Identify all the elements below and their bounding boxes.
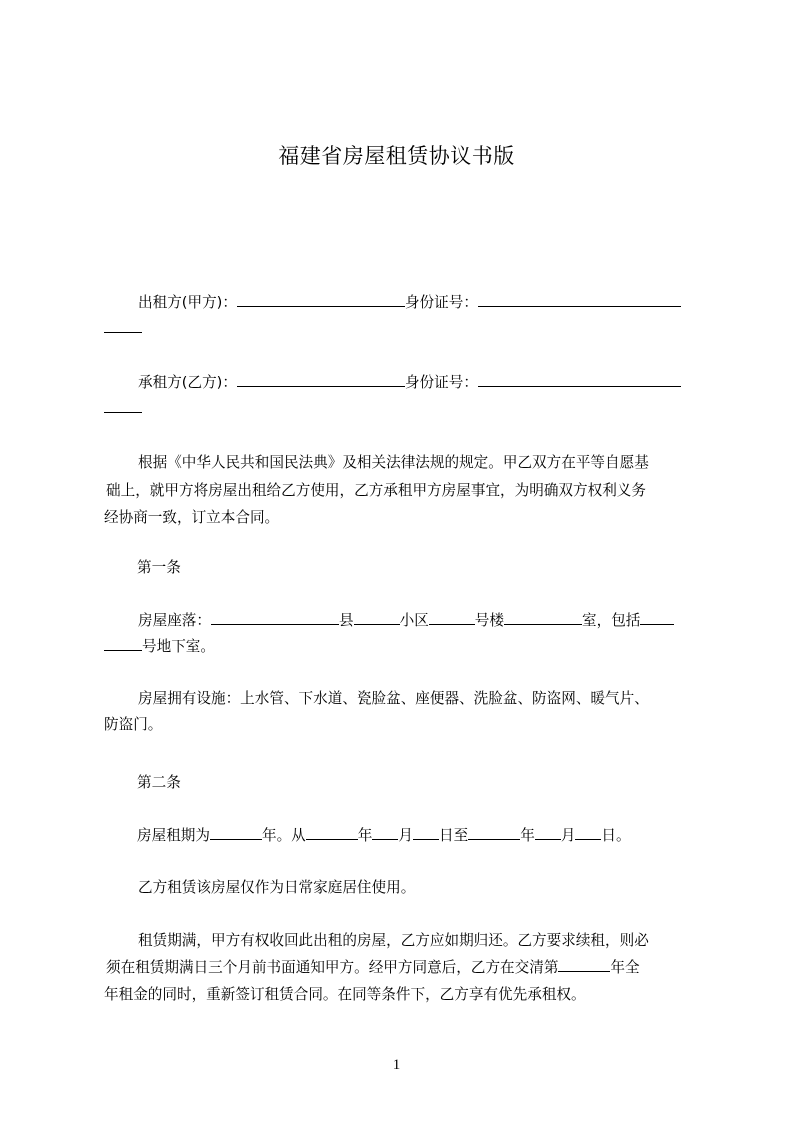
facilities-line-1: 房屋拥有设施：上水管、下水道、瓷脸盆、座便器、洗脸盆、防盗网、暖气片、 <box>138 690 649 707</box>
renewal-line-2b: 年全 <box>610 959 640 976</box>
facilities-line-2: 防盗门。 <box>104 716 163 733</box>
lessor-row <box>104 290 704 316</box>
building-blank[interactable] <box>504 609 582 625</box>
renewal-line-2-row <box>106 955 706 981</box>
lessee-name-blank[interactable] <box>237 371 405 387</box>
lessor-id-label: 身份证号： <box>404 294 478 311</box>
start-year-blank[interactable] <box>306 824 358 840</box>
building-label: 号楼 <box>474 612 504 629</box>
location-street-blank[interactable] <box>211 609 339 625</box>
end-month-blank[interactable] <box>535 824 561 840</box>
preamble-paragraph <box>104 450 704 476</box>
facilities-line-2-row <box>104 712 704 738</box>
lessee-id-label: 身份证号： <box>404 374 478 391</box>
basement-blank[interactable] <box>104 635 142 651</box>
lessee-id-blank-continued[interactable] <box>104 397 142 413</box>
preamble-line-3: 经协商一致，订立本合同。 <box>104 509 280 526</box>
start-year-label: 年 <box>357 827 373 844</box>
usage-text: 乙方租赁该房屋仅作为日常家庭居住使用。 <box>138 879 416 896</box>
term-years-blank[interactable] <box>210 824 262 840</box>
renewal-line-2a: 须在租赁期满日三个月前书面通知甲方。经甲方同意后，乙方在交清第 <box>106 959 559 976</box>
end-day-label: 日。 <box>601 827 631 844</box>
preamble-line-3-row <box>104 505 704 531</box>
renewal-year-blank[interactable] <box>558 956 610 972</box>
community-label: 小区 <box>399 612 429 629</box>
room-blank[interactable] <box>640 609 674 625</box>
county-label: 县 <box>338 612 354 629</box>
location-row-continuation <box>104 634 704 660</box>
county-blank[interactable] <box>354 609 400 625</box>
lessee-row-continuation <box>104 396 704 422</box>
facilities-paragraph <box>104 686 704 712</box>
lessor-row-continuation <box>104 316 704 342</box>
document-title: 福建省房屋租赁协议书版 <box>278 144 515 168</box>
lessee-id-blank[interactable] <box>478 371 681 387</box>
location-row <box>104 608 704 634</box>
lessor-id-blank-continued[interactable] <box>104 317 142 333</box>
lessee-row <box>104 370 704 396</box>
renewal-line-3: 年租金的同时，重新签订租赁合同。在同等条件下，乙方享有优先承租权。 <box>104 986 586 1003</box>
preamble-line-1: 根据《中华人民共和国民法典》及相关法律法规的规定。甲乙双方在平等自愿基 <box>138 454 649 471</box>
end-month-label: 月 <box>560 827 576 844</box>
page-number: 1 <box>392 1057 401 1073</box>
term-prefix: 房屋租期为 <box>137 827 210 844</box>
lessor-id-blank[interactable] <box>478 291 681 307</box>
start-month-label: 月 <box>398 827 413 844</box>
end-year-label: 年 <box>520 827 535 844</box>
usage-paragraph <box>104 875 704 901</box>
renewal-line-1: 租赁期满，甲方有权收回此出租的房屋，乙方应如期归还。乙方要求续租，则必 <box>138 932 649 949</box>
article-1-heading: 第一条 <box>137 559 181 576</box>
term-row <box>137 823 737 849</box>
basement-label: 号地下室。 <box>142 638 215 655</box>
start-day-label: 日至 <box>439 827 469 844</box>
start-month-blank[interactable] <box>372 824 398 840</box>
lessor-label: 出租方(甲方)： <box>138 294 237 311</box>
lessor-name-blank[interactable] <box>237 291 405 307</box>
term-year-unit: 年。从 <box>261 827 306 844</box>
renewal-line-3-row <box>104 982 704 1008</box>
lessee-label: 承租方(乙方)： <box>138 374 237 391</box>
end-year-blank[interactable] <box>468 824 520 840</box>
community-blank[interactable] <box>429 609 475 625</box>
end-day-blank[interactable] <box>575 824 601 840</box>
preamble-line-2-row <box>106 478 706 504</box>
preamble-line-2: 础上，就甲方将房屋出租给乙方使用，乙方承租甲方房屋事宜，为明确双方权利义务 <box>106 482 646 499</box>
location-label: 房屋座落： <box>138 612 211 629</box>
room-label: 室，包括 <box>582 612 641 629</box>
article-2-heading: 第二条 <box>137 774 181 791</box>
start-day-blank[interactable] <box>413 824 439 840</box>
renewal-paragraph <box>104 928 704 954</box>
